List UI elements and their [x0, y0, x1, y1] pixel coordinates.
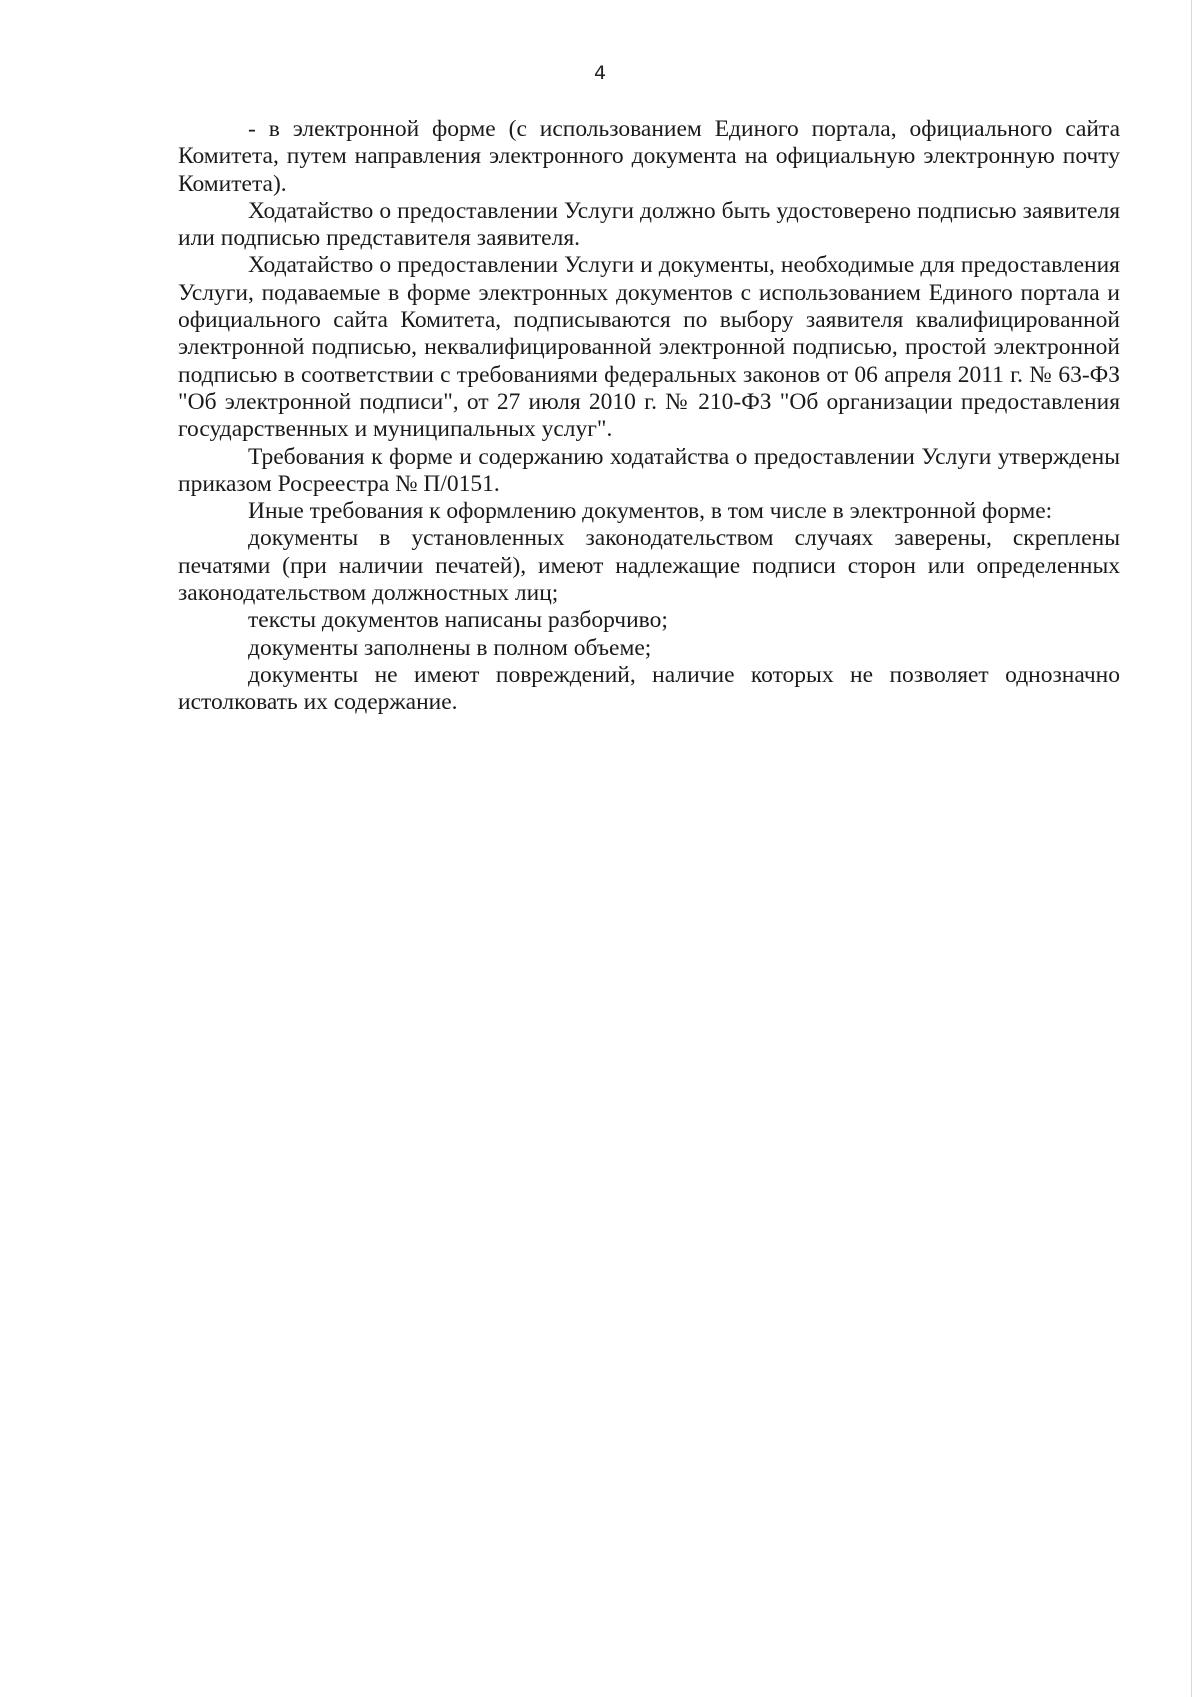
paragraph-electronic-form: - в электронной форме (с использованием Единого портала, официального сайта Комитета, путем направления электронного документа на официальную электронную почту Комитета).	[178, 116, 1120, 197]
paragraph-no-damage: документы не имеют повреждений, наличие которых не позволяет однозначно истолковать их содержание.	[178, 661, 1120, 716]
page-edge-line	[1191, 0, 1192, 1697]
page-number: 4	[593, 62, 607, 84]
paragraph-form-requirements: Требования к форме и содержанию ходатайства о предоставлении Услуги утверждены приказом Росреестра № П/0151.	[178, 443, 1120, 497]
paragraph-other-requirements: Иные требования к оформлению документов, в том числе в электронной форме:	[248, 498, 1053, 525]
paragraph-electronic-signature: Ходатайство о предоставлении Услуги и документы, необходимые для предоставления Услуги, подаваемые в форме электронных документов с использованием Единого портала и официального сайта Комитета, подписываются по выбору заявителя квалифицированной электронной подписью, неквалифицированной электронной подписью, простой электронной подписью в соответствии с требованиями федеральных законов от 06 апреля 2011 г. № 63-ФЗ "Об электронной подписи", от 27 июля 2010 г. № 210-ФЗ "Об организации предоставления государственных и муниципальных услуг".	[178, 252, 1120, 443]
paragraph-complete-documents: документы заполнены в полном объеме;	[248, 634, 652, 661]
paragraph-legible-texts: тексты документов написаны разборчиво;	[248, 607, 668, 634]
document-body	[178, 116, 1120, 717]
paragraph-certified-documents: документы в установленных законодательством случаях заверены, скреплены печатями (при наличии печатей), имеют надлежащие подписи сторон или определенных законодательством должностных лиц;	[178, 525, 1120, 607]
paragraph-signature-requirement: Ходатайство о предоставлении Услуги должно быть удостоверено подписью заявителя или подписью представителя заявителя.	[178, 197, 1120, 252]
